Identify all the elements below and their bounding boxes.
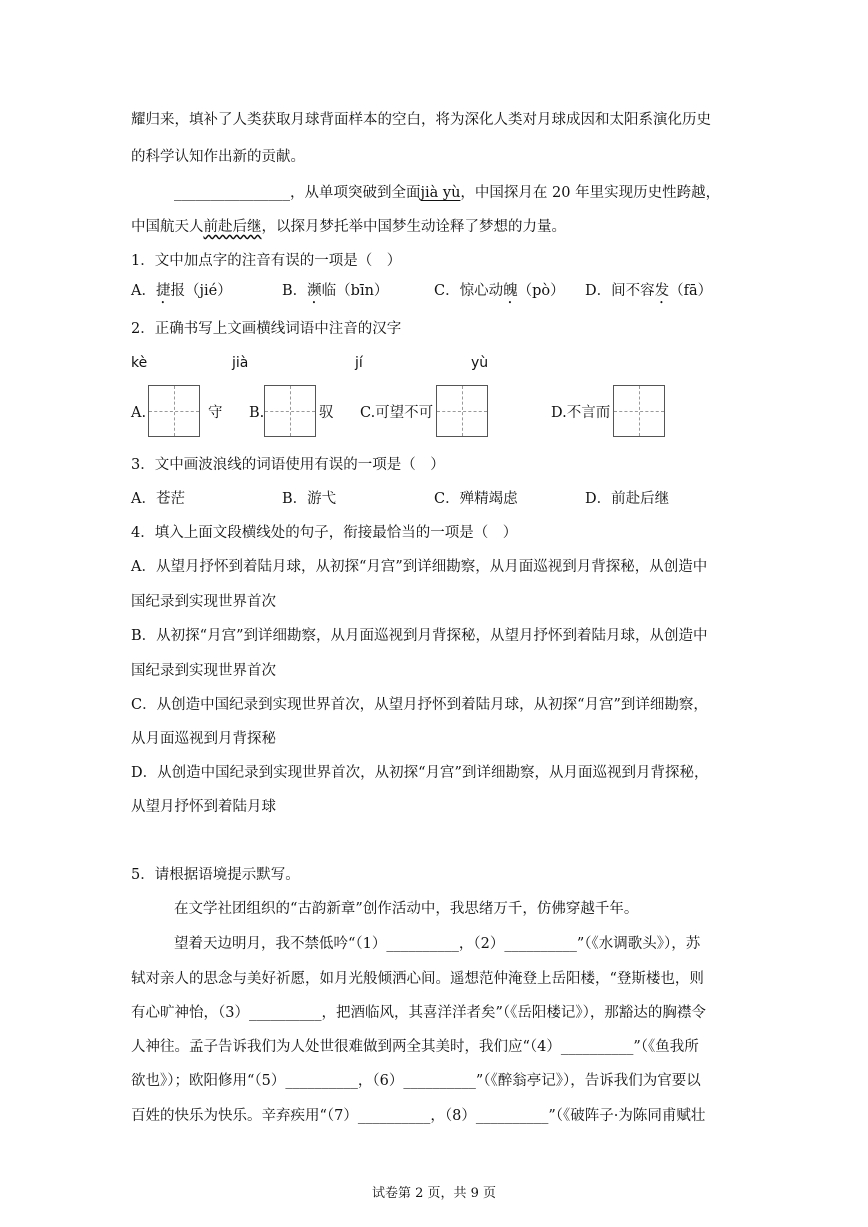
- passage-line-1: 耀归来，填补了人类获取月球背面样本的空白，将为深化人类对月球成因和太阳系演化历史: [131, 112, 711, 128]
- q4-option-d-line1[interactable]: D．从创造中国纪录到实现世界首次，从初探“月宫”到详细勘察，从月面巡视到月背探秘，: [131, 765, 709, 781]
- q5-line-6: 百姓的快乐为快乐。辛弃疾用“（7）__________，（8）__________”（《破阵子·为陈同甫赋壮: [131, 1108, 706, 1124]
- q3-option-c[interactable]: C．殚精竭虑: [434, 491, 518, 507]
- question-4-stem: 4．填入上面文段横线处的句子，衔接最恰当的一项是（ ）: [131, 525, 518, 541]
- q4-option-a-line1[interactable]: A．从望月抒怀到着陆月球，从初探“月宫”到详细勘察，从月面巡视到月背探秘，从创造中: [131, 559, 708, 575]
- question-1-stem: 1．文中加点字的注音有误的一项是（ ）: [131, 253, 402, 269]
- q4-option-b-line2[interactable]: 国纪录到实现世界首次: [131, 663, 276, 679]
- q2-after-b: 驭: [319, 405, 334, 421]
- passage-line-2: 的科学认知作出新的贡献。: [131, 149, 305, 165]
- pinyin-ji: jí: [355, 355, 363, 371]
- pinyin-jia: jià: [232, 355, 249, 371]
- answer-blank[interactable]: ________________: [174, 185, 290, 201]
- pinyin-ke: kè: [131, 355, 148, 371]
- q4-option-c-line2[interactable]: 从月面巡视到月背探秘: [131, 731, 276, 747]
- page-footer: 试卷第 2 页，共 9 页: [371, 1186, 497, 1201]
- q3-option-a[interactable]: A．苍茫: [131, 491, 185, 507]
- q3-option-b[interactable]: B．游弋: [282, 491, 337, 507]
- pinyin-yu: yù: [471, 355, 489, 371]
- passage-text: 中国航天人: [131, 219, 204, 235]
- question-3-stem: 3．文中画波浪线的词语使用有误的一项是（ ）: [131, 457, 445, 473]
- q2-label-a: A.: [131, 405, 147, 421]
- q1-option-b[interactable]: B．濒临（bīn）: [282, 283, 389, 299]
- q1-option-c[interactable]: C．惊心动魄（pò）: [434, 283, 565, 299]
- q5-line-2: 轼对亲人的思念与美好祈愿，如月光般倾洒心间。遥想范仲淹登上岳阳楼，“登斯楼也，则: [131, 971, 704, 987]
- q4-option-c-line1[interactable]: C．从创造中国纪录到实现世界首次，从望月抒怀到着陆月球，从初探“月宫”到详细勘察，: [131, 697, 708, 713]
- q4-option-b-line1[interactable]: B．从初探“月宫”到详细勘察，从月面巡视到月背探秘，从望月抒怀到着陆月球，从创造中: [131, 628, 708, 644]
- q5-line-1: 望着天边明月，我不禁低吟“（1）__________，（2）__________”（《水调歌头》），苏: [174, 936, 701, 952]
- passage-line-4: [131, 217, 566, 237]
- q5-line-4: 人神往。孟子告诉我们为人处世很难做到两全其美时，我们应“（4）__________”（《鱼我所: [131, 1039, 699, 1055]
- question-2-stem: 2．正确书写上文画横线词语中注音的汉字: [131, 321, 402, 337]
- pinyin-underlined: jià yù: [420, 185, 461, 201]
- q1-option-d[interactable]: D．间不容发（fā）: [585, 283, 713, 299]
- q5-line-3: 有心旷神怡，（3）__________，把酒临风，其喜洋洋者矣”（《岳阳楼记》），那豁达的胸襟令: [131, 1005, 706, 1021]
- q5-line-5: 欲也》）；欧阳修用“（5）__________，（6）__________”（《醉翁亭记》），告诉我们为官要以: [131, 1073, 701, 1089]
- q5-paragraph-1: 在文学社团组织的“古韵新章”创作活动中，我思绪万千，仿佛穿越千年。: [174, 901, 639, 917]
- q2-label-b: B.: [249, 405, 265, 421]
- writing-grid-d[interactable]: [613, 385, 665, 437]
- wavy-underlined-term: 前赴后继: [203, 219, 262, 235]
- q2-label-c: C.可望不可: [360, 405, 434, 421]
- dotted-char: 魄: [503, 283, 518, 299]
- q2-label-d: D.不言而: [551, 405, 611, 421]
- writing-grid-c[interactable]: [436, 385, 488, 437]
- writing-grid-b[interactable]: [264, 385, 316, 437]
- writing-grid-a[interactable]: [148, 385, 200, 437]
- dotted-char: 捷: [155, 283, 171, 299]
- question-5-stem: 5．请根据语境提示默写。: [131, 867, 300, 883]
- dotted-char: 濒: [307, 283, 322, 299]
- passage-text: ，从单项突破到全面: [290, 185, 421, 201]
- passage-line-3: [174, 183, 720, 203]
- q1-option-a[interactable]: A．捷报（jié）: [131, 283, 232, 299]
- q4-option-a-line2[interactable]: 国纪录到实现世界首次: [131, 594, 276, 610]
- passage-text: ，以探月梦托举中国梦生动诠释了梦想的力量。: [261, 219, 566, 235]
- q3-option-d[interactable]: D．前赴后继: [585, 491, 670, 507]
- dotted-char: 发: [654, 283, 670, 299]
- q4-option-d-line2[interactable]: 从望月抒怀到着陆月球: [131, 799, 276, 815]
- passage-text: ，中国探月在 20 年里实现历史性跨越，: [460, 185, 721, 201]
- q2-after-a: 守: [208, 405, 223, 421]
